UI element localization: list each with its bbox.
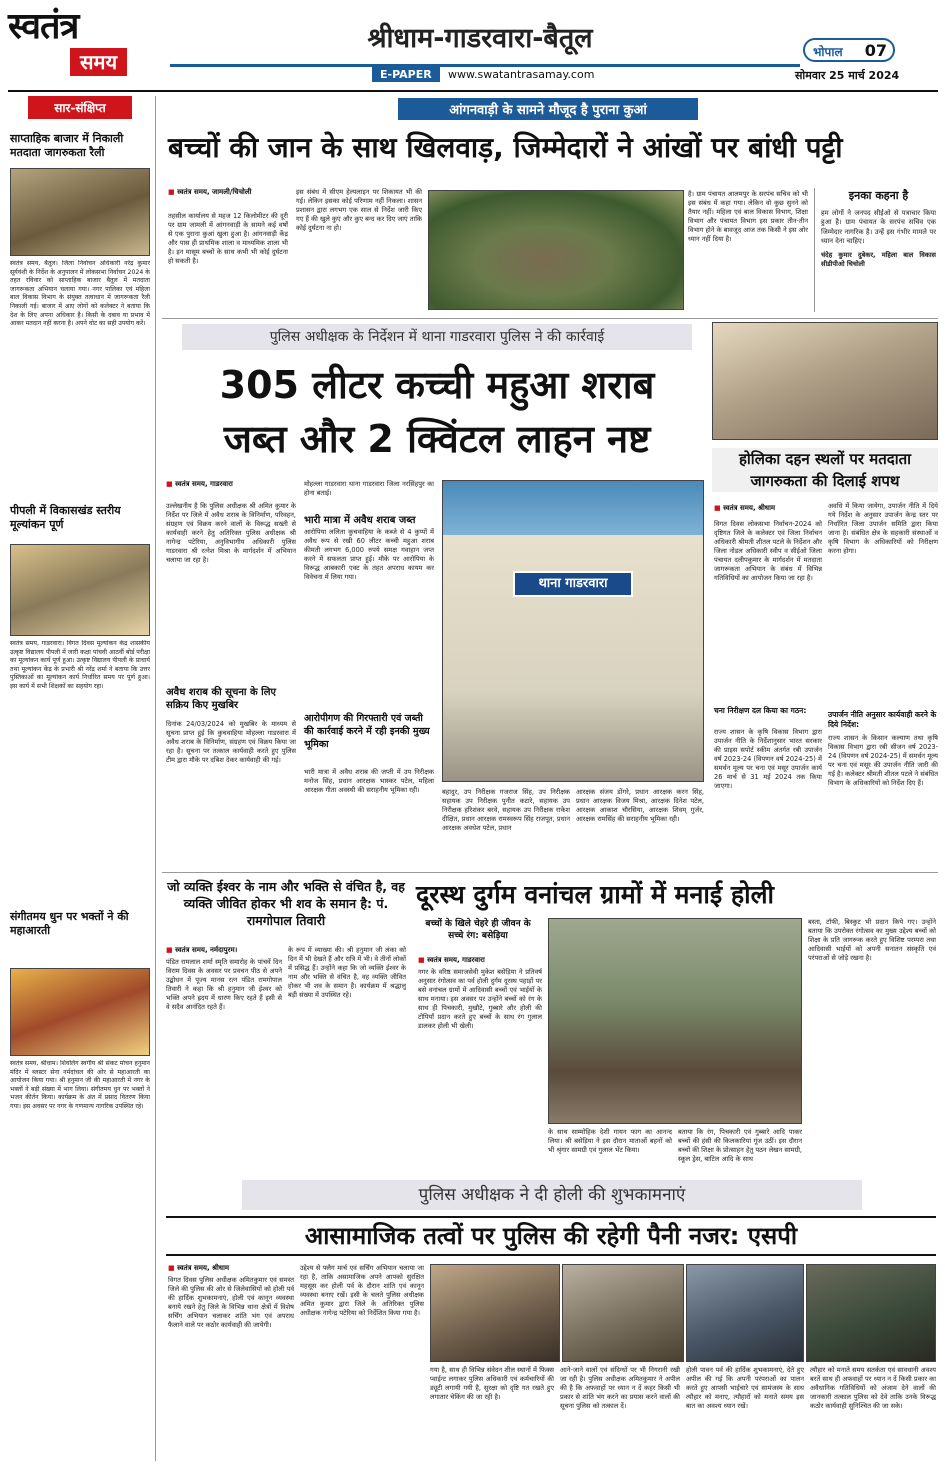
story5-photo-children [548,918,802,1124]
city-badge [803,38,895,62]
issue-date: सोमवार 25 मार्च 2024 [795,69,900,82]
sidebar-body-3: स्वतंत्र समय, श्रीधाम। शिवलिंग स्वर्गीय श्री संकट मोचन हनुमान मंदिर में ब्लस्टर सेना नर्मदांचल की ओर से महाआरती का आयोजन किया गया। श्री हनुमान जी की महाआरती में नगर के भक्तों ने बड़ी संख्या में भाग लिया। संगीतमय धुन पर भक्तों ने भजन कीर्तन किया। कार्यक्रम के अंत में प्रसाद वितरण किया गया। इस अवसर पर नगर के गणमान्य नागरिक उपस्थित रहे। [10,1060,150,1110]
story1-photo-well [428,190,684,310]
sidebar-headline-3: संगीतमय धुन पर भक्तों ने की महाआरती [10,910,129,937]
story3-sub2: उपार्जन नीति अनुसार कार्यवाही करने के दिये निर्देश: [828,710,937,729]
story3-headline: होलिका दहन स्थलों पर मतदाता जागरुकता की दिलाई शपथ [712,448,938,492]
police-station-sign [513,571,633,597]
story3-col1: विगत दिवस लोकसभा निर्वाचन-2024 को दृष्टिगत जिले के कलेक्टर एवं जिला निर्वाचन अधिकारी श्रीमती शीतल पटले के निर्देशन और जिला नोडल अधिकारी स्वीप व सीईओ जिला पंचायत दलीपकुमार के मार्गदर्शन में मतदाता जागरूकता अभियान के संबंध में विभिन्न गतिविधियों का आयोजन किया जा रहा है। [714,520,822,582]
story2-photo-caption-2: आरक्षक संजय डोंगरे, प्रधान आरक्षक करन सिंह, प्रधान आरक्षक विजय मिश्रा, आरक्षक दिनेश पटेल, आरक्षक आकाश चौरसिया, आरक्षक शिवम् गुर्जर, आरक्षक रामसिंह की सराहनीय भूमिका रही। [576,788,704,823]
story2-byline-text: स्वतंत्र समय, गाडरवारा [175,480,233,488]
logo-bottom: समय [70,48,127,76]
story3-photo-meeting [712,322,938,440]
story-sp-warning [162,1180,938,1464]
website-link[interactable]: www.swatantrasamay.com [448,68,595,81]
edition-title: श्रीधाम-गाडरवारा-बैतूल [367,23,593,54]
story6-col2: उद्देश्य से फ्लैग मार्च एवं सर्चिंग अभियान चलाया जा रहा है, ताकि असामाजिक अपने आपको सुरक्षित महसूस कर होली पर्व के दौरान शांति एवं कानून व्यवस्था बनाए रखें। इसी के चलते पुलिस अधीक्षक अमित कुमार द्वारा जिले के अतिरिक्त पुलिस अधीक्षक नागेन्द्र पटेरिया को निर्देशित किया गया है। [300,1264,424,1317]
story4-byline [166,946,237,955]
story2-col2-top: मोहल्ला गाडरवारा थाना गाडरवारा जिला नरसिंहपुर का होना बताई। [304,480,434,497]
story4-col1: पंडित रामलाल शर्मा स्मृति समारोह के पांचवें दिन विराम दिवस के अवसर पर प्रवचन पीठ से अपने उद्बोधन में पूज्य मानस रत्न पंडित रामगोपाल तिवारी ने कहा कि श्री हनुमान जी ईश्वर को भक्ति अपने ह्रदय में धारण किए रहते हैं इसी से वे सदैव आनंदित रहते हैं। [166,958,282,1011]
opinion-box-body: हम लोगों ने जनपद सीईओ से पत्राचार किया हुआ है। ग्राम पंचायत के सरपंच सचिव एक जिम्मेदार नागरिक है। उन्हें इस गंभीर मामले पर ध्यान देना चाहिए। [821,209,936,246]
story1-col1: तहसील कार्यालय से महज 12 किलोमीटर की दूरी पर ग्राम जामली में आंगनवाड़ी के सामने कई वर्षों से एक पुराना कुआं खुला हुआ है। आंगनवाड़ी केंद्र और पास ही प्राथमिक शाला व माध्यमिक शाला भी है। इन मासूम बच्चों के साथ कभी भी कोई दुर्घटना हो सकती है। [168,212,288,265]
police-station-sign-text: थाना गाडरवारा [538,576,608,591]
story6-kicker: पुलिस अधीक्षक ने दी होली की शुभकामनाएं [242,1180,862,1210]
epaper-label: E-PAPER [372,67,440,82]
story5-col3: बस्ता, टॉफी, बिस्कुट भी प्रदान किये गए। उन्होंने बताया कि उपरोक्त रंगोत्सव का मुख्य उद्देश्य बच्चों को शिक्षा के प्रति जागरूक करते हुए विशिष्ट परम्परा तथा आदिवासी भाईयों को अपनी सनातन संस्कृति एवं परंपराओं से जोड़े रखना है। [808,918,936,962]
city-name: भोपाल [813,45,843,59]
story5-byline-text: स्वतंत्र समय, गाडरवारा [427,956,485,964]
story6-photo-3 [686,1264,804,1362]
byline-marker-icon: ■ [168,1264,178,1272]
logo [8,6,158,84]
story2-col1: उल्लेखनीय है कि पुलिस अधीक्षक श्री अमित कुमार के निर्देश पर जिले में अवैध शराब के विनिर्माण, परिवहन, संग्रहण एवं विक्रय करने वालों के विरूद्ध सख्ती से कार्यवाही करने हेतु अतिरिक्त पुलिस अधीक्षक श्री नागेन्द्र पटेरिया, अनुविभागीय अधिकारी पुलिस गाडरवारा श्री रत्नेश मिश्रा के मार्गदर्शन में अभियान चलाया जा रहा है। [166,502,296,564]
story5-byline [418,956,485,965]
page-number: 07 [864,41,887,60]
story6-caption-4: त्यौहार को मनाते समय सतर्कता एवं सावधानी अवश्य बरतें साथ ही अफवाहों पर ध्यान न दें किसी प्रकार का अवैधानिक गतिविधियों को अंजाम देने वालों की जानकारी तत्काल पुलिस को देवे ताकि उनके विरूद्ध कठोर कार्यवाही सुनिश्चित की जा सके। [810,1366,936,1410]
sidebar-headline-1: साप्ताहिक बाजार में निकाली मतदाता जागरुकता रैली [10,132,124,159]
byline-marker-icon: ■ [168,188,178,196]
byline-marker-icon: ■ [166,480,176,488]
story2-sub2: भारी मात्रा में अवैध शराब जब्त [304,515,416,526]
story3-sub: चना निरीक्षण दल किया का गठन: [714,706,807,715]
story2-kicker: पुलिस अधीक्षक के निर्देशन में थाना गाडरवारा पुलिस ने की कार्रवाई [182,324,692,350]
story5-headline: दूरस्थ दुर्गम वनांचल ग्रामों में मनाई होली [416,880,774,909]
sidebar-headline-2: पीपली में विकासखंड स्तरीय मूल्यांकन पूर्ण [10,504,121,531]
story5-caption-1: के साथ साम्मोहिक देशी गायन फाग का आनन्द लिया। श्री बसेड़िया ने इस दौरान माताओं बहनों को भी श्रृंगार सामग्री एवं गुलाल भेंट किया। [548,1128,672,1154]
story1-col3: है। ग्राम पंचायत आलमपुर के सरपंच सचिव को भी इस संबंध में कहा गया। लेकिन वो कुछ सुनने को तैयार नहीं। महिला एवं बाल विकास विभाग, शिक्षा विभाग और पंचायत विभाग इस प्रकार तीन-तीन विभाग होने के बावजूद आज तक किसी ने इस ओर ध्यान नहीं दिया है। [688,190,808,243]
sidebar-body-2: स्वतंत्र समय, गाडरवारा। विगत दिवस मूल्यांकन केंद्र शासकीय उत्कृष्ट विद्यालय पीपली में जारी कक्षा पांचवी आठवीं बोर्ड परीक्षा का मूल्यांकन कार्य पूर्ण हुआ। उत्कृष्ट विद्यालय पीपली के प्राचार्य तथा मूल्यांकन केंद्र के प्रभारी श्री नरेंद्र शर्मा ने बताया कि उत्तर पुस्तिकाओं का मूल्यांकन कार्य निर्धारित समय पर पूर्ण हुआ। इस कार्य में सभी शिक्षकों का सहयोग रहा। [10,640,150,690]
story6-photo-2 [562,1264,684,1362]
story2-byline [166,480,233,489]
sidebar [10,96,150,1461]
header-rule [170,64,800,67]
story1-col2: इस संबंध में सीएम हेल्पलाइन पर शिकायत भी की गई। लेकिन इसका कोई परिणाम नहीं निकला। शासन प्रशासन द्वारा लगभग एक साल से निर्देश जारी किए गए हैं की खुले कुएं और कुए बन्द कर दिए जाएं ताकि कोई दुर्घटना ना हो। [296,188,422,232]
sidebar-body-1: स्वतंत्र समय, बैतूल। जिला निर्वाचन अधिकारी नरेंद्र कुमार सूर्यवंशी के निर्देश के अनुपालन में लोकसभा निर्वाचन 2024 के तहत रविवार को साप्ताहिक बाजार बैतूल में मतदाता जागरूकता अभियान चलाया गया। नगर पालिका एवं महिला बाल विकास विभाग के संयुक्त तत्वाधान में जागरूकता रैली निकाली गई। बाजार में आए लोगों को कलेक्टर ने बताया कि देश के लिए अपना अधिकार है। किसी के दबाव या प्रभाव में आकर मतदान नहीं करना है। अपने वोट का सही उपयोग करें। [10,260,150,328]
sidebar-photo-1 [10,168,150,256]
story3-byline [714,504,775,513]
story6-byline [168,1264,229,1273]
byline-marker-icon: ■ [418,956,428,964]
story2-col2b: भारी मात्रा में अवैध शराब की जप्ती में उप निरीक्षक मनोज सिंह, प्रधान आरक्षक भास्कर पटेल, महिला आरक्षक गीता अवस्थी की सराहनीय भूमिका रही। [304,768,434,794]
opinion-box-head: इनका कहना है [848,189,909,202]
story6-col1: विगत दिवस पुलिस अधीक्षक अमितकुमार एवं समस्त जिले की पुलिस की ओर से जिलेवासियों को होली पर्व की हार्दिक शुभकामनाएं, होली एवं कानून व्यवस्था बनाये रखने हेतु जिले के विभिन्न थाना क्षेत्रों में विशेष सर्चिंग अभियान चलाकर शांति भंग एवं अपराध फैलाने वाले पर कठोर कार्यवाही की जायेगी। [168,1276,294,1329]
sidebar-header: सार-संक्षिप्त [28,96,132,119]
story3-byline-text: स्वतंत्र समय, श्रीधाम [723,504,776,512]
story6-caption-2: आने-जाने वालों एवं संदिग्धों पर भी निगरानी रखी जा रही है। पुलिस अधीक्षक अमितकुमार ने अपील की है कि अफवाहों पर ध्यान न दें कहर किसी भी प्रकार से शांति भंग करने का प्रयास करने वालों की सूचना पुलिस को तत्काल दें। [560,1366,680,1410]
story6-headline: आसामाजिक तत्वों पर पुलिस की रहेगी पैनी नजर: एसपी [166,1216,936,1256]
story1-byline-text: स्वतंत्र समय, जामली/चिचोली [177,188,252,196]
sidebar-photo-2 [10,544,150,636]
story5-caption-2: बताया कि रंग, पिचकारी एवं गुब्बारे आदि पाकर बच्चों की हंसी की किलकारियां गूंज उठीं। इस दौरान बच्चों की शिक्षा के प्रोत्साहन हेतु पठन लेखन सामग्री, स्कूल ड्रेस, बाटिल आदि के साथ [678,1128,802,1163]
story1-byline [168,188,251,197]
story3-col2: अवधि में किया जायेगा, उपार्जन नीति में दिये गये निर्देश के अनुसार उपार्जन केन्द्र स्तर पर निर्धारित जिला उपार्जन समिति द्वारा किया जाना है। संबंधित क्षेत्र के सहकारी संस्थाओं व कृषि विभाग के अधिकारियों को निरीक्षण करना होगा। [828,502,938,555]
story6-byline-text: स्वतंत्र समय, श्रीधाम [177,1264,230,1272]
story1-bottom-rule [162,318,938,319]
story2-sub1: अवैध शराब की सूचना के लिए सक्रिय किए मुखबिर [166,687,277,711]
story2-sub3: आरोपीगण की गिरफ्तारी एवं जब्ती की कार्रवाई करने में रही इनकी मुख्य भूमिका [304,713,430,750]
story2-photo-police-station [442,480,704,782]
story6-caption-3: होली पावन पर्व की हार्दिक शुभकामनाएं, देते हुए अपील की गई कि अपनी परंपराओं का पालन करते हुए आपसी भाईचारे एवं सामंजस्य के साथ त्यौहार को मनाए, त्यौहारों को मनाते समय इस बात का अवश्य ध्यान रखें। [686,1366,804,1410]
story6-caption-1: गया है, साथ ही विभिन्न संवेदन शील स्थानों में फिक्स प्वाईन्ट लगाकर पुलिस अधिकारी एवं कर्मचारियों की ड्यूटी लगायी गयी है, सुरक्षा को दृष्टि गत रखते हुए लगातार चेकिंग की जा रही है। [430,1366,554,1401]
story2-col2: आरोपिया ललिता कुचवाहिया के कब्जे से 4 कुप्पों में अवैध रूप से रखी 60 लीटर कच्ची महुआ शराब कीमती लगभग 6,000 रुपये समक्ष गवाहान जप्त करने में सफलता प्राप्त हुई। मौके पर आरोपिया के विरूद्ध आबकारी एक्ट के तहत अपराध कायम कर विवेचना में लिया गया। [304,528,434,581]
story-liquor-raid [162,322,707,870]
story4-col2: के रूप में व्याख्या की। श्री हनुमान जी लंका को दिन में भी देखते हैं और रात्रि में भी। वे तीनों लोकों में प्रसिद्ध हैं। उन्होंने कहा कि जो व्यक्ति ईश्वर के नाम और भक्ति से वंचित है, वह व्यक्ति जीवित होकर भी शव के समान है। कार्यक्रम में श्रद्धालु बड़ी संख्या में उपस्थित रहे। [288,946,406,999]
story6-photo-1 [430,1264,560,1362]
masthead [0,0,945,92]
sidebar-divider [155,96,156,1461]
byline-marker-icon: ■ [714,504,724,512]
story1-headline: बच्चों की जान के साथ खिलवाड़, जिम्मेदारों ने आंखों पर बांधी पट्टी [168,131,843,164]
story4-byline-text: स्वतंत्र समय, नर्मदापुरम। [175,946,238,954]
story1-opinion-box [814,188,936,312]
story-anganwadi [162,96,938,318]
masthead-bottom-rule [8,90,938,92]
sidebar-photo-3 [10,968,150,1056]
byline-marker-icon: ■ [166,946,176,954]
story2-col1b: दिनांक 24/03/2024 को मुखबिर के माध्यम से सूचना प्राप्त हुई कि कुचवाहिया मोहल्ला गाडरवारा में अवैध शराब के विनिर्माण, संग्रहण एवं विक्रय किया जा रहा है। सूचना पर तत्काल कार्यवाही करते हुए पुलिस टीम द्वारा मौके पर दबिश देकर कार्यवाही की गई। [166,720,296,764]
opinion-box-sign: चंदेह कुमार दुबेकर, महिला बाल विकास सीडीपीओ चिचोली [821,250,936,268]
logo-top: स्वतंत्र [8,5,79,47]
story4-headline: जो व्यक्ति ईश्वर के नाम और भक्ति से वंचित है, वह व्यक्ति जीवित होकर भी शव के समान है: पं. रामगोपाल तिवारी [167,879,405,928]
story5-kicker: बच्चों के खिले चेहरे ही जीवन के सच्चे रंग: बसेड़िया [425,919,531,941]
story5-col1: नगर के वरिष्ठ समाजसेवी मुकेश बसेड़िया ने प्रतिवर्ष अनुसार रंगोत्सव का पर्व होली दुर्गम दूरस्थ पहाड़ों पर बसे वनांचल ग्रामों में आदिवासी बच्चों एवं भाईयों के साथ मनाया। इस अवसर पर उन्होंने बच्चों को रंग के साथ ही पिचकारी, मुखौटे, गुब्बारे और होली की टोपियाँ प्रदान करते हुए बच्चों के साथ रंग गुलाल डालकर होली भी खेली। [418,968,542,1030]
story2-headline-1: 305 लीटर कच्ची महुआ शराब [219,363,655,407]
story3-col1b: राज्य शासन के कृषि विकास विभाग द्वारा उपार्जन नीति के निर्देशानुसार भारत सरकार की प्राइस सपोर्ट स्कीम अंतर्गत रबी उपार्जन वर्ष 2023-24 (विपणन वर्ष 2024-25) में समर्थन मूल्य पर चना एवं मसूर उपार्जन कार्य 26 मार्च से 31 मई 2024 तक किया जाएगा। [714,728,822,790]
story2-photo-caption-1: बहादुर, उप निरीक्षक गजराज सिंह, उप निरीक्षक सहायक उप निरीक्षक पुनीत कटारे, सहायक उप निरीक्षक हरिशंकर बरवे, सहायक उप निरीक्षक राकेश दीक्षित, प्रधान आरक्षक रामस्वरूप सिंह राजपूत, प्रधान आरक्षक अवधेश पटेल, प्रधान [442,788,570,832]
story1-kicker: आंगनवाड़ी के सामने मौजूद है पुराना कुआं [398,98,698,120]
story6-photo-4 [806,1264,936,1362]
story2-headline-2: जब्त और 2 क्विंटल लाहन नष्ट [223,417,651,461]
middle-rule [162,872,938,873]
story-holika-pledge [712,322,938,870]
story3-col2b: राज्य शासन के किसान कल्याण तथा कृषि विकास विभाग द्वारा रबी सीजन वर्ष 2023-24 (विपणन वर्ष 2024-25) में समर्थन मूल्य पर चना एवं मसूर की उपार्जन नीति जारी की गई है। कलेक्टर श्रीमती शीतल पटले ने संबंधित विभाग के अधिकारियों को निर्देश दिए हैं। [828,734,938,787]
